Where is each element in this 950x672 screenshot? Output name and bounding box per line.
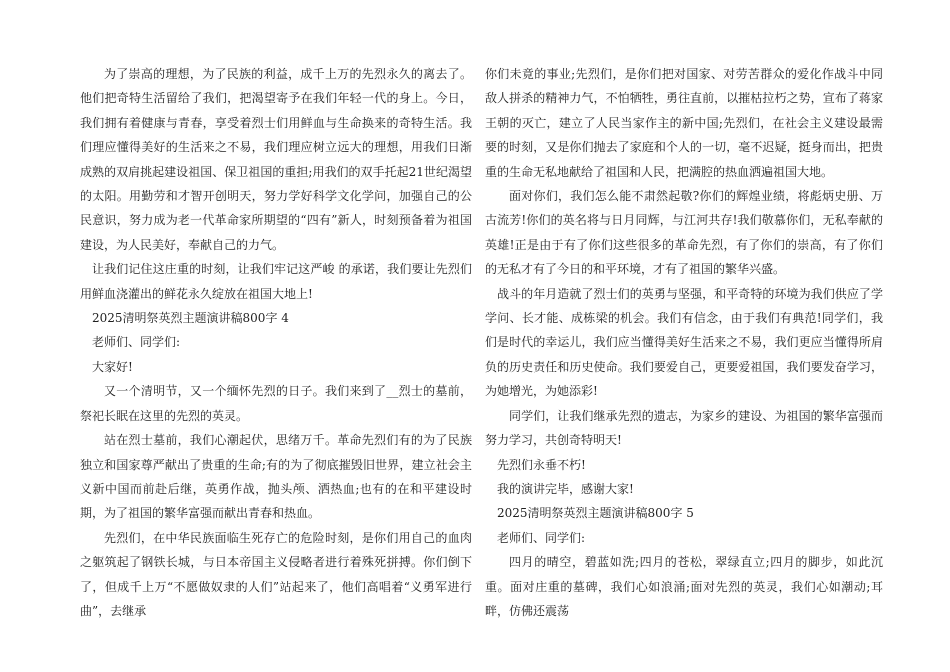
left-column xyxy=(80,62,472,623)
paragraph: 四月的晴空，碧蓝如洗;四月的苍松，翠绿直立;四月的脚步，如此沉重。面对庄重的墓碑，我们心如浪涌;面对先烈的英灵，我们心如潮动;耳畔，仿佛还震荡 xyxy=(485,555,883,618)
paragraph: 面对你们，我们怎么能不肃然起敬?你们的辉煌业绩，将彪炳史册、万古流芳!你们的英名将与日月同辉，与江河共存!我们敬慕你们，无私奉献的英雄!正是由于有了你们这些很多的革命先烈，有了你们的崇高，有了你们的无私才有了今日的和平环境，才有了祖国的繁华兴盛。 xyxy=(485,189,883,277)
paragraph: 先烈们，在中华民族面临生死存亡的危险时刻，是你们用自己的血肉之躯筑起了钢铁长城，与日本帝国主义侵略者进行着殊死拼搏。你们倒下了，但成千上万“不愿做奴隶的人们”站起来了，他们高唱着“义勇军进行曲”，去继承 xyxy=(80,530,472,618)
paragraph: 2025清明祭英烈主题演讲稿800字 4 xyxy=(92,311,289,326)
paragraph: 同学们，让我们继承先烈的遗志，为家乡的建设、为祖国的繁华富强而努力学习，共创奇特明天! xyxy=(485,408,883,448)
paragraph: 战斗的年月造就了烈士们的英勇与坚强，和平奇特的环境为我们供应了学学问、长才能、成栋梁的机会。我们有信念，由于我们有典范!同学们，我们是时代的幸运儿，我们应当懂得美好生活来之不易，我们更应当懂得所肩负的历史责任和历史使命。我们要爱自己，更要爱祖国，我们要发奋学习，为她增光，为她添彩! xyxy=(485,286,883,399)
paragraph: 你们未竟的事业;先烈们，是你们把对国家、对劳苦群众的爱化作战斗中同敌人拼杀的精神力气，不怕牺牲，勇往直前，以摧枯拉朽之势，宣布了蒋家王朝的灭亡，建立了人民当家作主的新中国;先烈们，在社会主义建设最需要的时刻，又是你们抛去了家庭和个人的一切，毫不迟疑，挺身而出，把贵重的生命无私地献给了祖国和人民，把满腔的热血洒遍祖国大地。 xyxy=(485,67,883,179)
paragraph: 我的演讲完毕，感谢大家! xyxy=(497,481,634,496)
paragraph: 大家好! xyxy=(92,359,133,374)
paragraph: 让我们记住这庄重的时刻，让我们牢记这严峻 的承诺，我们要让先烈们用鲜血浇灌出的鲜花永久绽放在祖国大地上! xyxy=(80,262,472,301)
paragraph: 2025清明祭英烈主题演讲稿800字 5 xyxy=(497,506,694,521)
paragraph: 老师们、同学们: xyxy=(92,335,181,350)
paragraph: 老师们、同学们: xyxy=(497,530,586,545)
paragraph: 站在烈士墓前，我们心潮起伏，思绪万千。革命先烈们有的为了民族独立和国家尊严献出了贵重的生命;有的为了彻底摧毁旧世界，建立社会主义新中国而前赴后继，英勇作战，抛头颅、洒热血;也有的在和平建设时期，为了祖国的繁华富强而献出青春和热血。 xyxy=(80,433,472,521)
paragraph: 为了崇高的理想，为了民族的利益，成千上万的先烈永久的离去了。他们把奇特生活留给了我们，把渴望寄予在我们年轻一代的身上。今日，我们拥有着健康与青春，享受着烈士们用鲜血与生命换来的奇特生活。我们理应懂得美好的生活来之不易，我们理应树立远大的理想，用我们日渐成熟的双肩挑起建设祖国、保卫祖国的重担;用我们的双手托起21世纪渴望的太阳。用勤劳和才智开创明天，努力学好科学文化学问，加强自己的公民意识，努力成为老一代革命家所期望的“四有”新人，时刻预备着为祖国建设，为人民美好，奉献自己的力气。 xyxy=(80,67,472,252)
paragraph: 又一个清明节，又一个缅怀先烈的日子。我们来到了__烈士的墓前，祭祀长眠在这里的先烈的英灵。 xyxy=(80,384,472,423)
paragraph: 先烈们永垂不朽! xyxy=(497,457,586,472)
right-column xyxy=(485,62,883,623)
